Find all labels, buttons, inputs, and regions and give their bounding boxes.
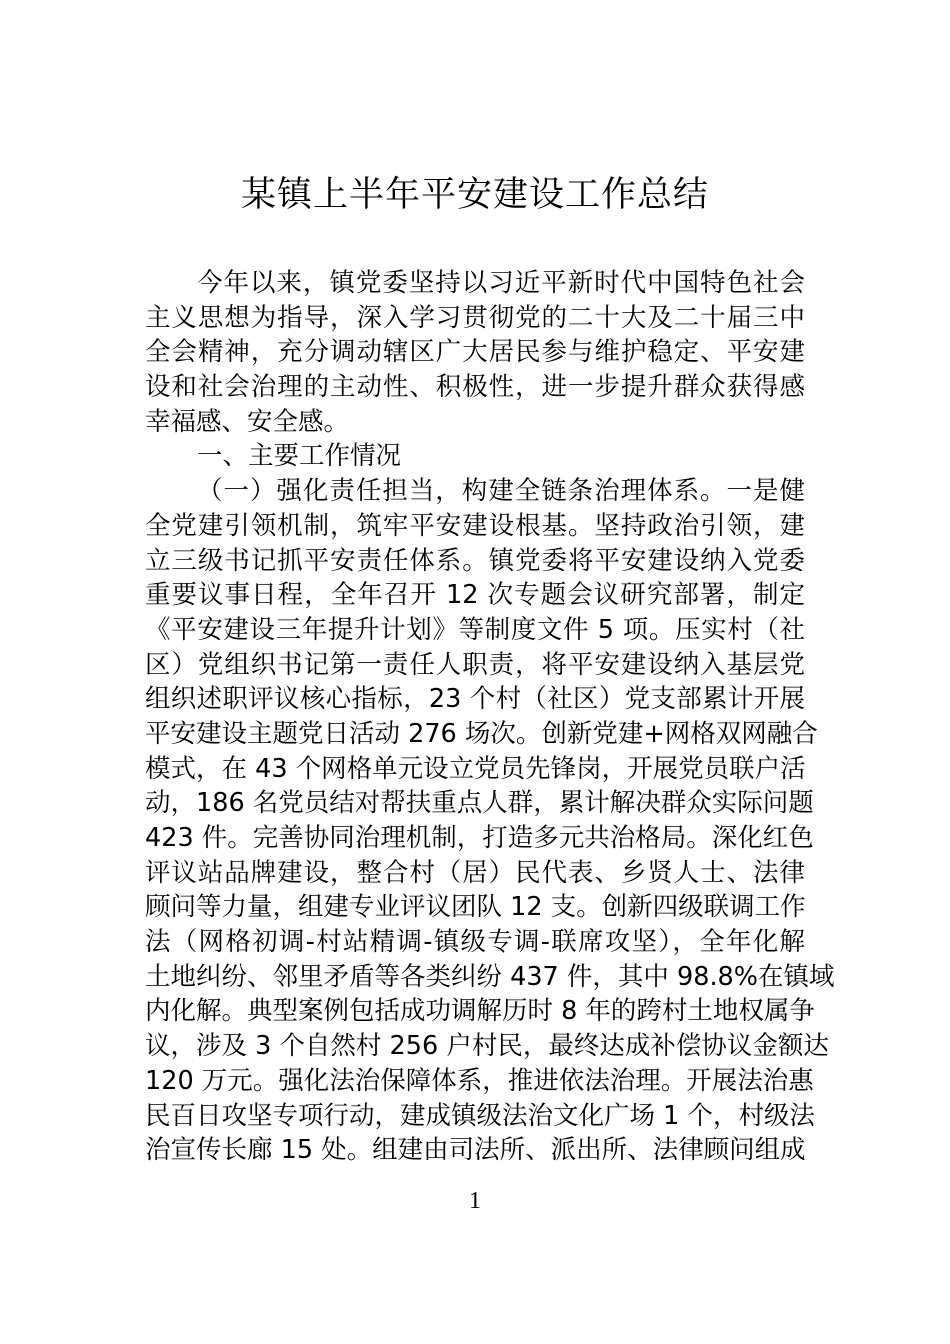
text-line: 幸福感、安全感。 [145,406,350,437]
text-line: 423 件。完善协同治理机制，打造多元共治格局。深化红色 [145,823,814,853]
text-line: 组织述职评议核心指标，23 个村（社区）党支部累计开展 [145,684,805,715]
text-line: 内化解。典型案例包括成功调解历时 8 年的跨村土地权属争 [145,996,815,1027]
text-line: 立三级书记抓平安责任体系。镇党委将平安建设纳入党委 [145,545,805,576]
text-line: 土地纠纷、邻里矛盾等各类纠纷 437 件，其中 98.8%在镇域 [145,961,835,992]
text-line: 《平安建设三年提升计划》等制度文件 5 项。压实村（社 [145,614,805,645]
text-line: 全党建引领机制，筑牢平安建设根基。坚持政治引领，建 [145,510,805,541]
text-line: 顾问等力量，组建专业评议团队 12 支。创新四级联调工作 [145,892,806,923]
text-line: 评议站品牌建设，整合村（居）民代表、乡贤人士、法律 [145,857,805,888]
section-paragraph [145,474,835,1168]
text-line: 120 万元。强化法治保障体系，推进依法治理。开展法治惠 [145,1065,814,1096]
page-number: 1 [469,1188,481,1214]
text-line: 治宣传长廊 15 处。组建由司法所、派出所、法律顾问组成 [145,1135,806,1166]
text-line: 全会精神，充分调动辖区广大居民参与维护稳定、平安建 [145,337,805,368]
section-heading: 一、主要工作情况 [197,441,402,472]
document-title: 某镇上半年平安建设工作总结 [240,175,709,215]
text-line: 主义思想为指导，深入学习贯彻党的二十大及二十届三中 [145,302,805,333]
text-line: 设和社会治理的主动性、积极性，进一步提升群众获得感 [145,372,805,403]
text-line: 今年以来，镇党委坚持以习近平新时代中国特色社会 [197,268,805,298]
text-line: 民百日攻坚专项行动，建成镇级法治文化广场 1 个，村级法 [145,1100,815,1131]
text-line: 平安建设主题党日活动 276 场次。创新党建+网格双网融合 [145,718,818,749]
text-line: 动，186 名党员结对帮扶重点人群，累计解决群众实际问题 [145,788,814,819]
text-line: 模式，在 43 个网格单元设立党员先锋岗，开展党员联户活 [145,753,806,784]
text-line: 议，涉及 3 个自然村 256 户村民，最终达成补偿协议金额达 [145,1031,829,1062]
text-line: （一）强化责任担当，构建全链条治理体系。一是健 [197,476,805,507]
intro-paragraph [145,266,805,439]
text-line: 重要议事日程，全年召开 12 次专题会议研究部署，制定 [145,580,805,611]
text-line: 区）党组织书记第一责任人职责，将平安建设纳入基层党 [145,649,805,680]
text-line: 法（网格初调-村站精调-镇级专调-联席攻坚），全年化解 [145,927,805,958]
document-body [145,266,835,1168]
